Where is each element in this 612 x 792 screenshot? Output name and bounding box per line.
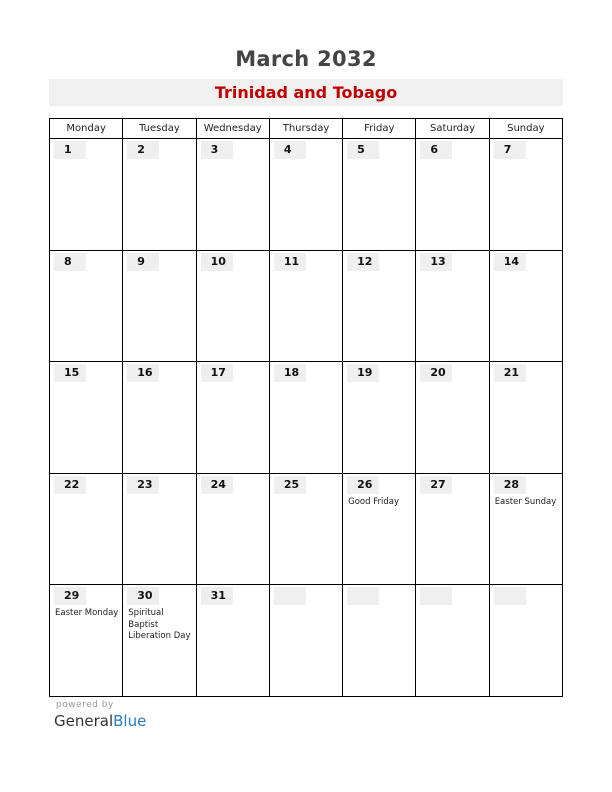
holiday-label: Spiritual Baptist Liberation Day	[128, 608, 191, 642]
weekday-header: Monday	[50, 119, 123, 139]
day-cell	[269, 585, 342, 697]
day-number: 3	[201, 141, 233, 159]
day-number: 13	[420, 253, 452, 271]
calendar-week-row	[50, 139, 563, 251]
day-cell	[416, 250, 489, 362]
day-cell	[123, 473, 196, 585]
calendar-week-row	[50, 473, 563, 585]
weekday-header: Wednesday	[196, 119, 269, 139]
day-cell	[269, 250, 342, 362]
day-cell	[196, 139, 269, 251]
day-number: 31	[201, 587, 233, 605]
day-cell	[50, 473, 123, 585]
day-cell	[416, 585, 489, 697]
day-cell	[269, 362, 342, 474]
day-number: 18	[274, 364, 306, 382]
day-number: 24	[201, 476, 233, 494]
day-number: 19	[347, 364, 379, 382]
holiday-label: Easter Monday	[55, 608, 119, 619]
day-cell	[123, 139, 196, 251]
day-number	[347, 587, 379, 605]
day-cell	[416, 473, 489, 585]
day-number: 6	[420, 141, 452, 159]
calendar-week-row	[50, 250, 563, 362]
day-cell	[123, 250, 196, 362]
weekday-header: Friday	[343, 119, 416, 139]
day-number: 29	[54, 587, 86, 605]
day-number: 11	[274, 253, 306, 271]
day-cell	[196, 250, 269, 362]
day-cell	[343, 585, 416, 697]
day-cell	[489, 473, 562, 585]
day-number	[494, 587, 526, 605]
day-cell	[489, 250, 562, 362]
day-number: 9	[127, 253, 159, 271]
holiday-label: Easter Sunday	[494, 496, 557, 507]
day-number: 4	[274, 141, 306, 159]
day-number: 1	[54, 141, 86, 159]
day-number: 22	[54, 476, 86, 494]
day-number: 7	[494, 141, 526, 159]
day-cell	[343, 139, 416, 251]
calendar-week-row	[50, 585, 563, 697]
day-cell	[196, 473, 269, 585]
country-banner: Trinidad and Tobago	[49, 79, 563, 106]
day-number: 16	[127, 364, 159, 382]
powered-by-label: powered by	[56, 700, 114, 710]
day-cell	[489, 362, 562, 474]
day-number: 25	[274, 476, 306, 494]
day-cell	[343, 362, 416, 474]
day-number: 26	[347, 476, 379, 494]
day-number: 5	[347, 141, 379, 159]
day-number: 28	[494, 476, 526, 494]
weekday-header-row	[50, 119, 563, 139]
day-number: 14	[494, 253, 526, 271]
day-cell	[196, 362, 269, 474]
weekday-header: Sunday	[489, 119, 562, 139]
day-number	[274, 587, 306, 605]
weekday-header: Tuesday	[123, 119, 196, 139]
day-number: 12	[347, 253, 379, 271]
day-cell	[196, 585, 269, 697]
brand-logo[interactable]	[54, 712, 146, 730]
day-number: 2	[127, 141, 159, 159]
day-cell	[343, 250, 416, 362]
day-number: 30	[127, 587, 159, 605]
weekday-header: Saturday	[416, 119, 489, 139]
day-number: 8	[54, 253, 86, 271]
brand-blue-text: Blue	[113, 712, 147, 730]
day-cell	[123, 362, 196, 474]
day-number: 20	[420, 364, 452, 382]
day-cell	[416, 362, 489, 474]
day-cell	[269, 473, 342, 585]
day-cell	[50, 362, 123, 474]
day-cell	[50, 585, 123, 697]
day-number: 10	[201, 253, 233, 271]
day-cell	[269, 139, 342, 251]
page-title: March 2032	[235, 47, 377, 71]
brand-general-text: General	[54, 712, 114, 730]
day-cell	[50, 139, 123, 251]
calendar-week-row	[50, 362, 563, 474]
day-cell	[343, 473, 416, 585]
day-cell	[489, 585, 562, 697]
day-cell	[416, 139, 489, 251]
weekday-header: Thursday	[269, 119, 342, 139]
holiday-label: Good Friday	[348, 496, 399, 507]
calendar-grid	[49, 118, 563, 697]
day-number: 17	[201, 364, 233, 382]
day-cell	[489, 139, 562, 251]
day-cell	[50, 250, 123, 362]
day-number	[420, 587, 452, 605]
day-number: 27	[420, 476, 452, 494]
day-number: 23	[127, 476, 159, 494]
day-number: 21	[494, 364, 526, 382]
day-cell	[123, 585, 196, 697]
day-number: 15	[54, 364, 86, 382]
